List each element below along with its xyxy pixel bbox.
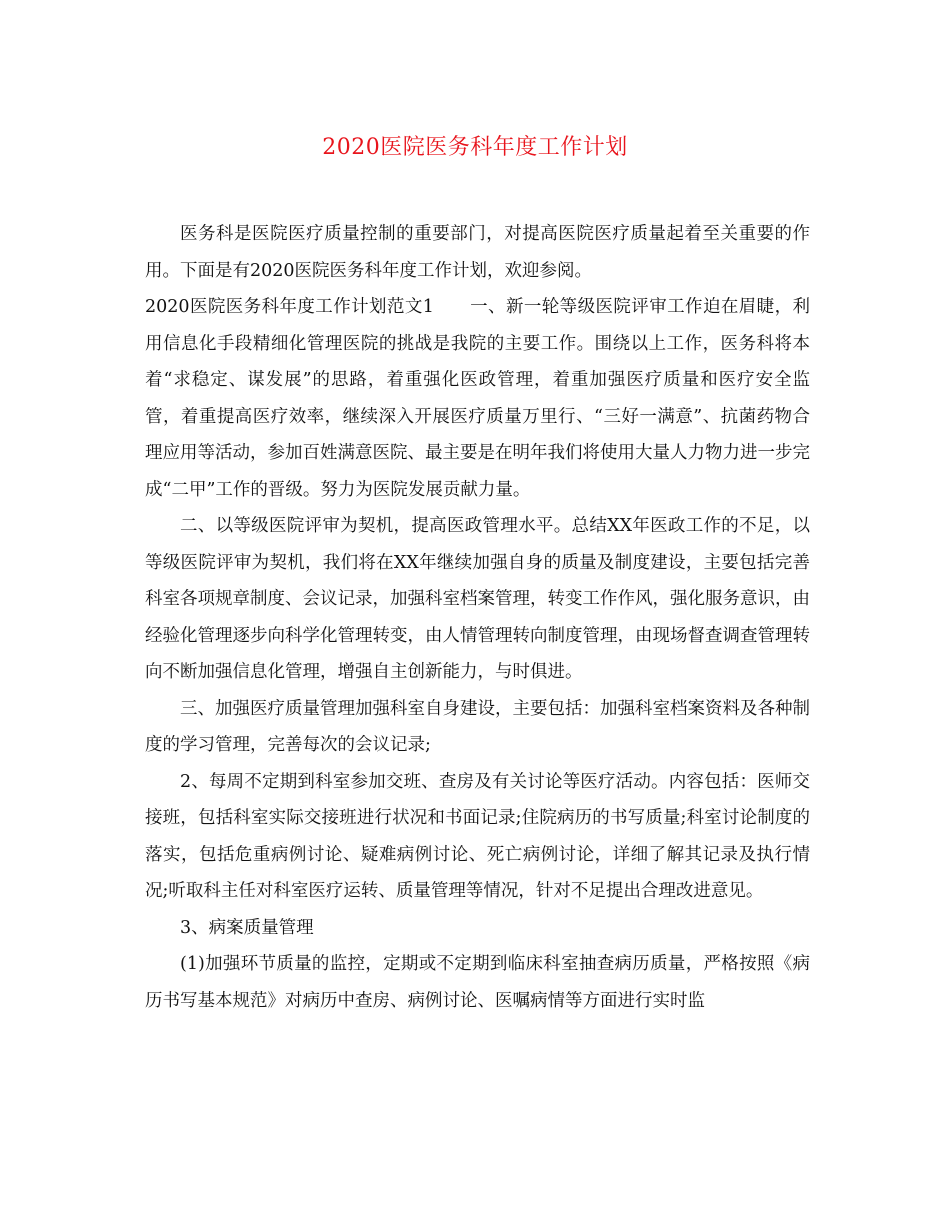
document-body xyxy=(145,216,810,1019)
paragraph-item-two: 2、每周不定期到科室参加交班、查房及有关讨论等医疗活动。内容包括：医师交接班，包括科室实际交接班进行状况和书面记录;住院病历的书写质量;科室讨论制度的落实，包括危重病例讨论、疑难病例讨论、死亡病例讨论，详细了解其记录及执行情况;听取科主任对科室医疗运转、质量管理等情况，针对不足提出合理改进意见。 xyxy=(145,771,810,901)
paragraph-item-three: 3、病案质量管理 xyxy=(180,917,314,938)
paragraph-subitem-one: (1)加强环节质量的监控，定期或不定期到临床科室抽查病历质量，严格按照《病历书写基本规范》对病历中查房、病例讨论、医嘱病情等方面进行实时监 xyxy=(145,954,810,1011)
paragraph-section-one: 2020医院医务科年度工作计划范文1 一、新一轮等级医院评审工作迫在眉睫，利用信息化手段精细化管理医院的挑战是我院的主要工作。围绕以上工作，医务科将本着“求稳定、谋发展”的思路，着重强化医政管理，着重加强医疗质量和医疗安全监管，着重提高医疗效率，继续深入开展医疗质量万里行、“三好一满意”、抗菌药物合理应用等活动，参加百姓满意医院、最主要是在明年我们将使用大量人力物力进一步完成“二甲”工作的晋级。努力为医院发展贡献力量。 xyxy=(145,297,810,500)
paragraph-intro: 医务科是医院医疗质量控制的重要部门，对提高医院医疗质量起着至关重要的作用。下面是有2020医院医务科年度工作计划，欢迎参阅。 xyxy=(145,224,810,281)
paragraph-section-three: 三、加强医疗质量管理加强科室自身建设，主要包括：加强科室档案资料及各种制度的学习管理，完善每次的会议记录; xyxy=(145,698,810,755)
page-title: 2020医院医务科年度工作计划 xyxy=(322,135,628,160)
paragraph-section-two: 二、以等级医院评审为契机，提高医政管理水平。总结XX年医政工作的不足，以等级医院评审为契机，我们将在XX年继续加强自身的质量及制度建设，主要包括完善科室各项规章制度、会议记录，加强科室档案管理，转变工作作风，强化服务意识，由经验化管理逐步向科学化管理转变，由人情管理转向制度管理，由现场督查调查管理转向不断加强信息化管理，增强自主创新能力，与时俱进。 xyxy=(145,516,810,682)
